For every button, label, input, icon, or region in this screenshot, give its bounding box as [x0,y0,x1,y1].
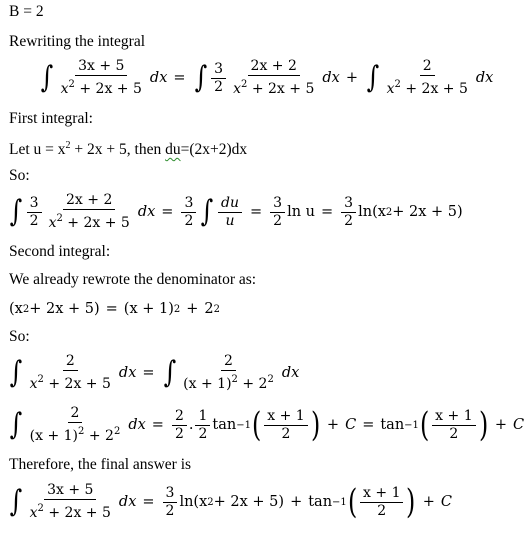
text-already-rewrote: We already rewrote the denominator as: [9,271,257,288]
fraction: $\frac{2}{x^2 + 2x + 5}$ [29,353,111,392]
text-let-u: Let $u = x^2 + 2x + 5$, then du=(2x+2)dx [9,140,248,158]
text-first-integral: First integral: [9,110,93,127]
text-therefore: Therefore, the final answer is [9,456,192,473]
fraction: $\frac{3}{2}$ [27,195,42,230]
fraction: $\frac{du}{u}$ [218,195,242,230]
fraction: $\frac{3}{2}$ [341,195,356,230]
integral-sign: ∫ [200,194,214,229]
equation-second-integral: ∫ $\frac{2}{x^2 + 2x + 5}$ dx = ∫ $\frac{2}{(x + 1)^2 + 2^2}$ dx [9,353,300,392]
fraction: $\frac{2}{(x + 1)^2 + 2^2}$ [29,405,121,444]
fraction: $\frac{2x + 2}{x^2 + 2x + 5}$ [48,192,130,231]
text-second-integral: Second integral: [9,243,111,260]
text-so-1: So: [9,167,30,184]
text-rewriting-integral: Rewriting the integral [9,33,146,50]
fraction: $\frac{3x + 5}{x^2 + 2x + 5}$ [60,58,142,97]
fraction: $\frac{1}{2}$ [195,408,210,443]
integral-sign: ∫ [9,194,23,229]
fraction: $\frac{3}{2}$ [211,61,226,96]
integral-sign: ∫ [40,60,54,95]
fraction: $\frac{3}{2}$ [163,485,178,520]
equation-second-result: ∫ $\frac{2}{(x + 1)^2 + 2^2}$ dx = $\frac{2}{2}$ . $\frac{1}{2}$ tan −1 ( $\frac{x + 1}{2}$ ) + C = tan −1 ( $\frac{x + 1}{2}$ ) + C [9,405,524,445]
equation-first-integral: ∫ $\frac{3}{2}$ $\frac{2x + 2}{x^2 + 2x + 5}$ dx = $\frac{3}{2}$ ∫ $\frac{du}{u}$ = $\frac{3}{2}$ ln u = $\frac{3}{2}$ ln(x 2 + 2x + 5) [9,192,463,231]
fraction: $\frac{x + 1}{2}$ [360,485,403,520]
fraction: $\frac{x + 1}{2}$ [432,408,475,443]
integral-sign: ∫ [9,407,23,442]
fraction: $\frac{3}{2}$ [270,195,285,230]
text-so-2: So: [9,328,30,345]
integral-sign: ∫ [366,60,380,95]
integral-sign: ∫ [9,484,23,519]
equation-final-answer: ∫ $\frac{3x + 5}{x^2 + 2x + 5}$ dx = $\frac{3}{2}$ ln(x 2 + 2x + 5) + tan −1 ( $\frac{x + 1}{2}$ ) + C [9,482,453,522]
integral-sign: ∫ [9,355,23,390]
fraction: $\frac{3}{2}$ [181,195,196,230]
fraction: $\frac{3x + 5}{x^2 + 2x + 5}$ [29,482,111,521]
fraction: $\frac{x + 1}{2}$ [264,408,307,443]
text-b-equals-2: B = 2 [9,3,44,20]
equation-denominator: (x 2 + 2x + 5) = (x + 1) 2 + 2 2 [9,301,221,317]
fraction: $\frac{2}{(x + 1)^2 + 2^2}$ [183,353,274,392]
fraction: $\frac{2x + 2}{x^2 + 2x + 5}$ [233,58,315,97]
fraction: $\frac{2}{x^2 + 2x + 5}$ [386,58,468,97]
integral-sign: ∫ [194,60,207,95]
equation-rewrite: ∫ $\frac{3x + 5}{x^2 + 2x + 5}$ dx = ∫ $\frac{3}{2}$ $\frac{2x + 2}{x^2 + 2x + 5}$ dx + ∫ $\frac{2}{x^2 + 2x + 5}$ dx [40,58,494,97]
integral-sign: ∫ [163,355,176,390]
fraction: $\frac{2}{2}$ [172,408,187,443]
